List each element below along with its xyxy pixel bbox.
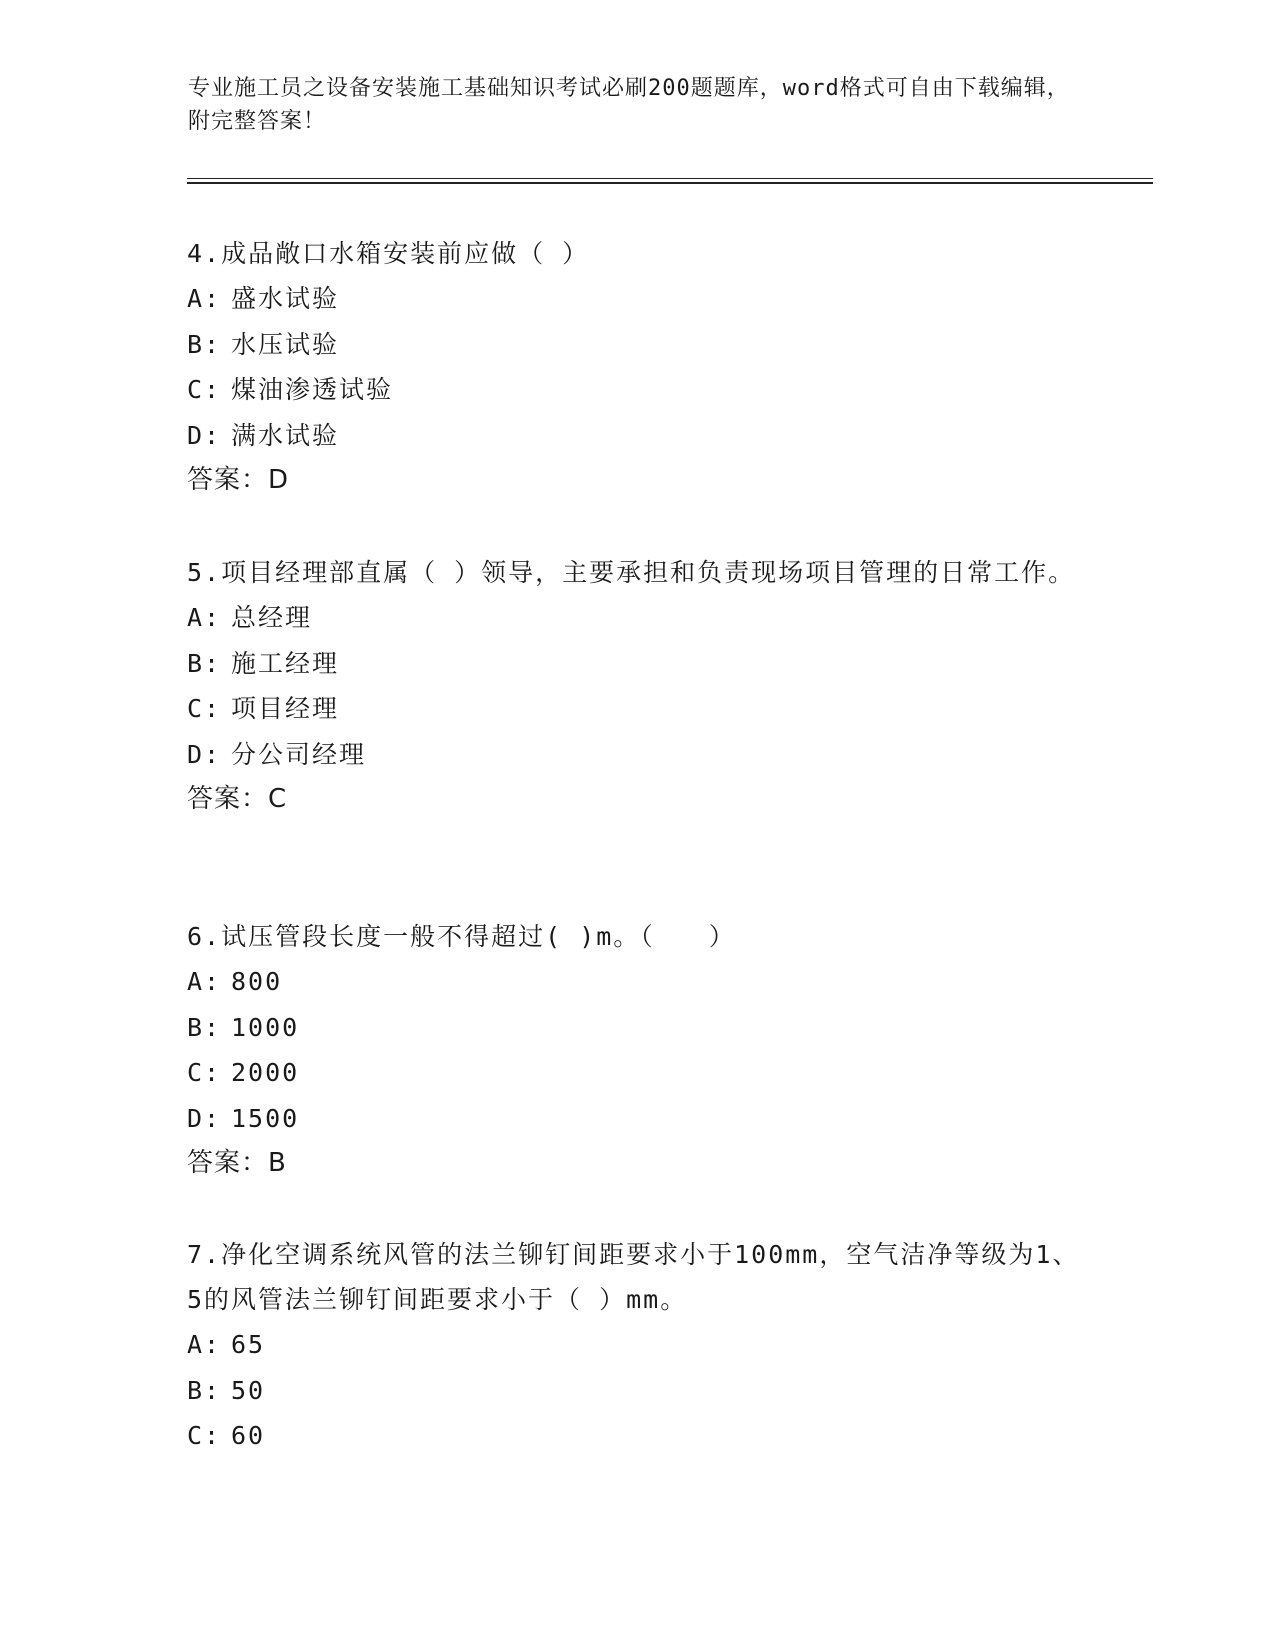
question-stem: 7.净化空调系统风管的法兰铆钉间距要求小于100mm，空气洁净等级为1、5的风管法兰铆钉间距要求小于（ ）mm。: [187, 1240, 1080, 1314]
option-text: 满水试验: [231, 420, 340, 450]
option-text: 50: [231, 1375, 266, 1405]
option-b: [187, 641, 1087, 687]
option-d: [187, 1096, 1087, 1142]
option-text: 1000: [231, 1012, 300, 1042]
option-b: [187, 322, 1087, 368]
option-a: [187, 595, 1087, 641]
answer-line: 答案：B: [187, 1148, 287, 1178]
option-text: 60: [231, 1421, 266, 1450]
option-key: B:: [187, 329, 222, 359]
option-text: 65: [231, 1330, 266, 1359]
option-key: D:: [187, 1103, 222, 1133]
option-key: B:: [187, 1012, 222, 1042]
header-divider-thick: [187, 182, 1153, 184]
option-key: C:: [187, 375, 222, 404]
option-a: [187, 276, 1087, 322]
question-6: [187, 914, 1087, 1186]
option-a: [187, 1322, 1087, 1368]
option-c: [187, 1413, 1087, 1459]
option-key: C:: [187, 1421, 222, 1450]
question-stem: 4.成品敞口水箱安装前应做（ ）: [187, 239, 590, 268]
option-text: 施工经理: [231, 648, 340, 678]
answer-line: 答案：D: [187, 465, 290, 495]
answer-line: 答案：C: [187, 784, 288, 814]
document-title: 专业施工员之设备安装施工基础知识考试必刷200题题库，word格式可自由下载编辑，附完整答案！: [188, 76, 1070, 134]
option-key: A:: [187, 284, 222, 313]
option-key: A:: [187, 967, 222, 996]
question-4: [187, 231, 1087, 503]
option-c: [187, 367, 1087, 413]
option-b: [187, 1368, 1087, 1414]
option-d: [187, 732, 1087, 778]
option-text: 分公司经理: [231, 739, 367, 769]
option-key: C:: [187, 1058, 222, 1087]
option-key: D:: [187, 420, 222, 450]
question-stem: 5.项目经理部直属（ ）领导，主要承担和负责现场项目管理的日常工作。: [187, 558, 1076, 587]
option-text: 2000: [231, 1058, 300, 1087]
option-d: [187, 413, 1087, 459]
option-text: 800: [231, 967, 283, 996]
question-7: [187, 1232, 1087, 1459]
option-a: [187, 959, 1087, 1005]
option-b: [187, 1005, 1087, 1051]
question-stem: 6.试压管段长度一般不得超过( )m。（ ）: [187, 922, 736, 951]
option-key: C:: [187, 694, 222, 723]
question-5: [187, 550, 1087, 822]
option-text: 1500: [231, 1103, 300, 1133]
option-text: 项目经理: [231, 694, 340, 723]
document-header: [188, 72, 1088, 138]
option-text: 煤油渗透试验: [231, 375, 394, 404]
option-key: B:: [187, 1375, 222, 1405]
option-key: B:: [187, 648, 222, 678]
option-text: 盛水试验: [231, 284, 340, 313]
option-key: A:: [187, 603, 222, 632]
option-c: [187, 1050, 1087, 1096]
option-text: 总经理: [231, 603, 313, 632]
option-key: A:: [187, 1330, 222, 1359]
option-key: D:: [187, 739, 222, 769]
option-c: [187, 686, 1087, 732]
header-divider-thin: [187, 178, 1153, 179]
option-text: 水压试验: [231, 329, 340, 359]
